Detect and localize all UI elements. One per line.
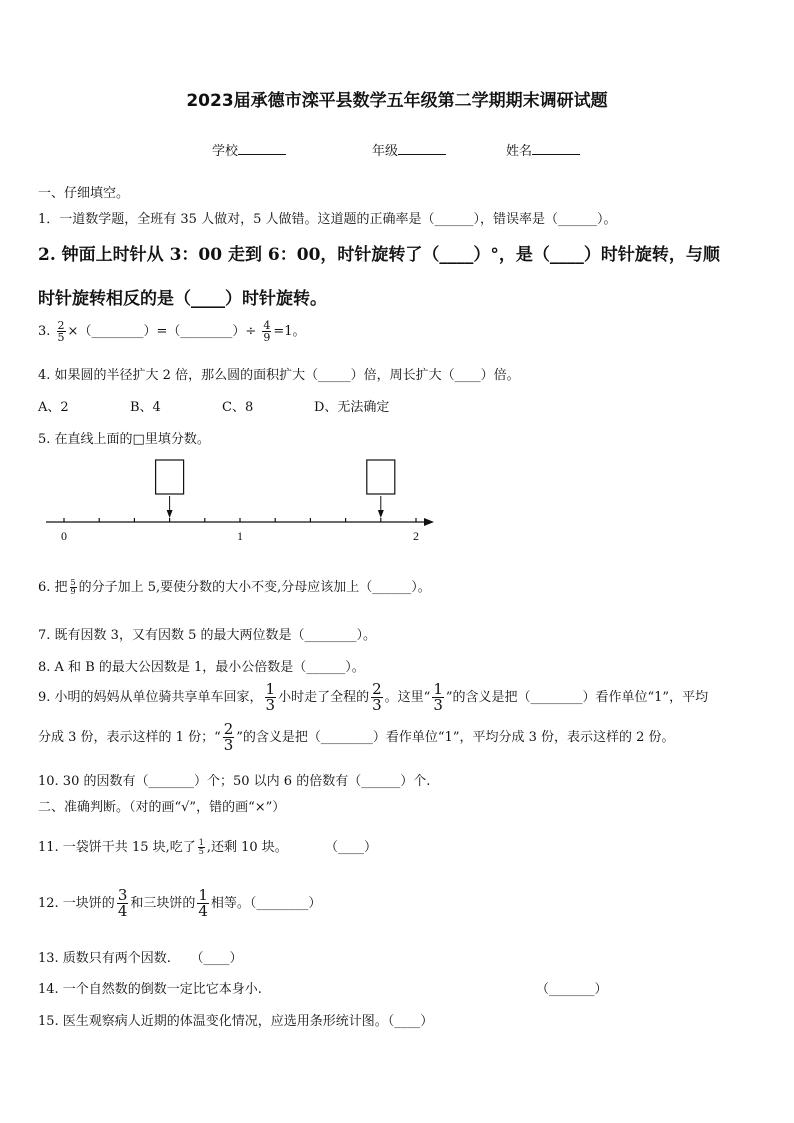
q12-fraction-1 — [117, 888, 129, 919]
grade-label: 年级 — [372, 144, 399, 159]
option-c: C、8 — [222, 400, 254, 415]
q3-fraction-1 — [57, 320, 66, 343]
question-2-line1: 2. 钟面上时针从 3：00 走到 6：00，时针旋转了（____）°，是（____）时针旋转，与顺 — [38, 245, 720, 265]
q12-fraction-2 — [197, 888, 209, 919]
number-line-labels — [61, 529, 419, 543]
q11-answer-blank[interactable]: （____） — [325, 840, 378, 855]
q9-f1-numerator: 1 — [265, 680, 276, 698]
question-14: 14. 一个自然数的倒数一定比它本身小. — [38, 982, 262, 997]
question-10: 10. 30 的因数有（_______）个；50 以内 6 的倍数有（______）个. — [38, 774, 431, 789]
question-7: 7. 既有因数 3，又有因数 5 的最大两位数是（________）。 — [38, 628, 376, 643]
page-title: 2023届承德市滦平县数学五年级第二学期期末调研试题 — [186, 91, 608, 111]
q12-f1-denominator: 4 — [117, 902, 128, 920]
option-b: B、4 — [130, 400, 161, 415]
name-label: 姓名 — [506, 144, 533, 159]
question-1: 1．一道数学题，全班有 35 人做对，5 人做错。这道题的正确率是（______），错误率是（______）。 — [38, 212, 617, 227]
q9-a: 9. 小明的妈妈从单位骑共享单车回家， — [38, 690, 263, 705]
q9-line2-a: 分成 3 份，表示这样的 1 份；“ — [38, 730, 221, 745]
question-5: 5. 在直线上面的□里填分数。 — [38, 432, 210, 447]
q3-f1-denominator: 5 — [57, 331, 65, 344]
number-line-label: 0 — [61, 529, 67, 543]
q3-prefix: 3. — [38, 324, 51, 339]
q3-middle: ×（________）=（________）÷ — [67, 324, 257, 339]
q9-c: 。这里“ — [384, 690, 431, 705]
q9-fraction-4 — [223, 722, 235, 753]
question-6 — [38, 576, 431, 596]
question-9-line1 — [38, 682, 708, 713]
q9-f2-denominator: 3 — [372, 696, 382, 714]
q9-line2-b: ”的含义是把（________）看作单位“1”，平均分成 3 份，表示这样的 2 份。 — [236, 730, 675, 745]
q3-f2-denominator: 9 — [263, 331, 271, 344]
q6-denominator: 9 — [70, 587, 76, 596]
q9-fraction-3 — [432, 682, 444, 713]
q9-f4-numerator: 2 — [223, 720, 234, 738]
q12-prefix: 12. 一块饼的 — [38, 896, 115, 911]
q6-fraction — [70, 579, 77, 596]
q9-b: 小时走了全程的 — [278, 690, 370, 705]
question-3 — [38, 320, 306, 343]
pointer-arrowhead — [167, 510, 173, 518]
q6-numerator: 5 — [70, 578, 76, 587]
option-d: D、无法确定 — [314, 400, 390, 415]
q3-f2-numerator: 4 — [263, 319, 271, 332]
name-field — [506, 140, 580, 159]
q3-fraction-2 — [262, 320, 271, 343]
section-2-heading: 二、准确判断。（对的画“√”，错的画“×”） — [38, 800, 286, 815]
q9-f3-denominator: 3 — [433, 696, 443, 714]
q9-f1-denominator: 3 — [265, 696, 276, 714]
q12-f2-denominator: 4 — [198, 902, 208, 920]
question-11 — [38, 836, 288, 856]
number-line-figure — [40, 452, 440, 548]
option-a: A、2 — [38, 400, 69, 415]
number-line-arrowhead — [424, 518, 434, 526]
q3-suffix: =1。 — [273, 324, 306, 339]
grade-blank[interactable] — [398, 142, 446, 155]
question-15: 15. 医生观察病人近期的体温变化情况，应选用条形统计图。（____） — [38, 1014, 434, 1029]
question-4-options — [38, 396, 406, 415]
question-12 — [38, 888, 321, 919]
q11-prefix: 11. 一袋饼干共 15 块,吃了 — [38, 840, 196, 855]
school-field — [212, 140, 286, 159]
q11-numerator: 1 — [198, 838, 204, 847]
answer-box[interactable] — [156, 460, 184, 494]
school-blank[interactable] — [238, 142, 286, 155]
name-blank[interactable] — [532, 142, 580, 155]
question-8: 8. A 和 B 的最大公因数是 1，最小公倍数是（______）。 — [38, 660, 365, 675]
number-line-label: 2 — [413, 529, 419, 543]
q9-f2-numerator: 2 — [372, 680, 382, 698]
number-line-answer-boxes — [156, 460, 395, 518]
q11-denominator: 5 — [198, 847, 204, 856]
q9-f4-denominator: 3 — [223, 736, 234, 754]
section-1-heading: 一、仔细填空。 — [38, 186, 130, 201]
q12-mid: 和三块饼的 — [130, 896, 196, 911]
grade-field — [372, 140, 446, 159]
q9-f3-numerator: 1 — [433, 680, 443, 698]
school-label: 学校 — [212, 144, 239, 159]
q12-f2-numerator: 1 — [198, 886, 208, 904]
question-4: 4. 如果圆的半径扩大 2 倍，那么圆的面积扩大（_____）倍，周长扩大（____）倍。 — [38, 368, 520, 383]
q11-suffix: ,还剩 10 块。 — [206, 840, 288, 855]
question-2-line2: 时针旋转相反的是（____）时针旋转。 — [38, 289, 327, 309]
answer-box[interactable] — [367, 460, 395, 494]
question-9-line2 — [38, 722, 675, 753]
q14-answer-blank[interactable]: （_______） — [536, 982, 608, 997]
q6-suffix: 的分子加上 5,要使分数的大小不变,分母应该加上（______）。 — [78, 580, 431, 595]
q6-prefix: 6. 把 — [38, 580, 68, 595]
q9-fraction-2 — [371, 682, 383, 713]
q3-f1-numerator: 2 — [57, 319, 65, 332]
number-line-label: 1 — [237, 529, 243, 543]
pointer-arrowhead — [378, 510, 384, 518]
q11-fraction — [198, 839, 205, 856]
q9-d: ”的含义是把（________）看作单位“1”，平均 — [445, 690, 709, 705]
question-13: 13. 质数只有两个因数. （____） — [38, 951, 243, 966]
q9-fraction-1 — [265, 682, 277, 713]
q12-suffix: 相等。（________） — [210, 896, 322, 911]
q12-f1-numerator: 3 — [117, 886, 128, 904]
